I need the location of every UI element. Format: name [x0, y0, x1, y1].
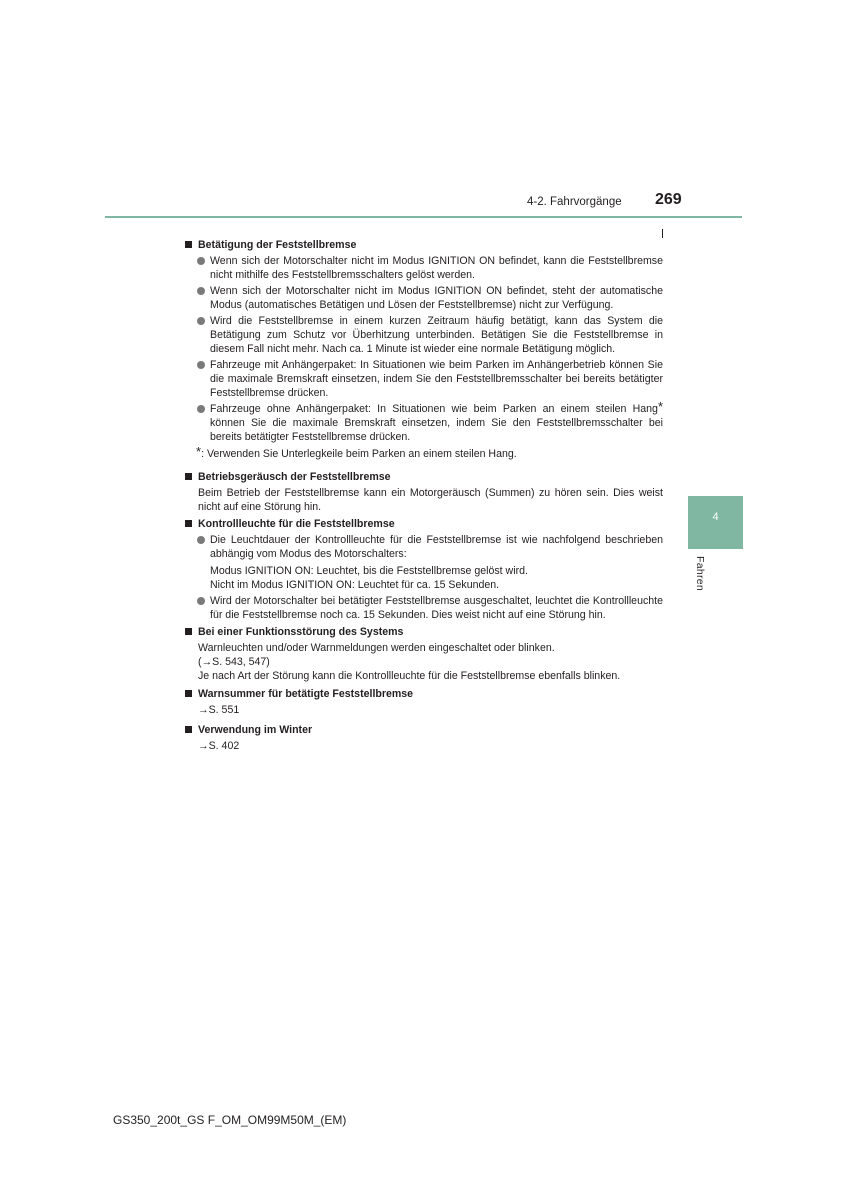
section-heading: Kontrollleuchte für die Feststellbremse: [184, 517, 663, 531]
list-item: Fahrzeuge mit Anhängerpaket: In Situationen wie beim Parken im Anhängerbetrieb können Sie die maximale Bremskraft einsetzen, indem Sie den Feststellbremsschalter bei bereits betätigter Feststellbremse drücken.: [184, 358, 663, 400]
square-bullet-icon: [185, 520, 192, 527]
sub-line: Nicht im Modus IGNITION ON: Leuchtet für ca. 15 Sekunden.: [210, 579, 500, 591]
footer-doc-code: GS350_200t_GS F_OM_OM99M50M_(EM): [113, 1113, 347, 1127]
page-number: 269: [655, 191, 682, 208]
chapter-number: 4: [712, 511, 719, 523]
sub-line: Modus IGNITION ON: Leuchtet, bis die Feststellbremse gelöst wird.: [210, 565, 528, 577]
chapter-label: Fahren: [694, 556, 706, 592]
header-tick: [662, 229, 663, 238]
section-heading: Verwendung im Winter: [184, 723, 663, 737]
paragraph: Je nach Art der Störung kann die Kontrollleuchte für die Feststellbremse ebenfalls blinken.: [198, 670, 621, 682]
header-rule: [105, 216, 742, 218]
page-reference[interactable]: (→S. 543, 547): [198, 656, 270, 668]
section-heading: Betätigung der Feststellbremse: [184, 238, 663, 252]
section-heading: Betriebsgeräusch der Feststellbremse: [184, 470, 663, 484]
list-item: Wird die Feststellbremse in einem kurzen Zeitraum häufig betätigt, kann das System die Betätigung zum Schutz vor Überhitzung unterbinden. Betätigen Sie die Feststellbremse in diesem Fall nicht mehr. Nach ca. 1 Minute ist wieder eine normale Betätigung möglich.: [184, 314, 663, 356]
square-bullet-icon: [185, 628, 192, 635]
section-heading: Bei einer Funktionsstörung des Systems: [184, 625, 663, 639]
square-bullet-icon: [185, 726, 192, 733]
list-item: Fahrzeuge ohne Anhängerpaket: In Situationen wie beim Parken an einem steilen Hang* können Sie die maximale Bremskraft einsetzen, indem Sie den Feststellbremsschalter bei bereits betätigter Feststellbremse drücken.: [184, 402, 663, 444]
bullet-dot-icon: [197, 536, 205, 544]
list-item: Wenn sich der Motorschalter nicht im Modus IGNITION ON befindet, kann die Feststellbremse nicht mithilfe des Feststellbremsschalters gelöst werden.: [184, 254, 663, 282]
section-heading: Warnsummer für betätigte Feststellbremse: [184, 687, 663, 701]
bullet-dot-icon: [197, 405, 205, 413]
bullet-dot-icon: [197, 597, 205, 605]
bullet-dot-icon: [197, 257, 205, 265]
list-item: Wenn sich der Motorschalter nicht im Modus IGNITION ON befindet, steht der automatische Modus (automatisches Betätigen und Lösen der Feststellbremse) nicht zur Verfügung.: [184, 284, 663, 312]
paragraph: Beim Betrieb der Feststellbremse kann ein Motorgeräusch (Summen) zu hören sein. Dies weist nicht auf eine Störung hin.: [198, 487, 663, 513]
header-section-title: 4-2. Fahrvorgänge: [527, 196, 622, 208]
page-content: [184, 238, 663, 753]
footnote-star: *: [657, 399, 663, 414]
page-reference[interactable]: →S. 402: [198, 740, 240, 752]
page-reference[interactable]: →S. 551: [198, 704, 240, 716]
list-item: Die Leuchtdauer der Kontrollleuchte für die Feststellbremse ist wie nachfolgend beschrieben abhängig vom Modus des Motorschalters:: [184, 533, 663, 561]
chapter-tab: [688, 496, 743, 549]
bullet-dot-icon: [197, 317, 205, 325]
bullet-dot-icon: [197, 361, 205, 369]
square-bullet-icon: [185, 690, 192, 697]
list-item: Wird der Motorschalter bei betätigter Feststellbremse ausgeschaltet, leuchtet die Kontrollleuchte für die Feststellbremse noch ca. 15 Sekunden. Dies weist nicht auf eine Störung hin.: [184, 594, 663, 622]
bullet-dot-icon: [197, 287, 205, 295]
square-bullet-icon: [185, 241, 192, 248]
footnote: *: Verwenden Sie Unterlegkeile beim Parken an einem steilen Hang.: [196, 444, 517, 460]
square-bullet-icon: [185, 473, 192, 480]
paragraph: Warnleuchten und/oder Warnmeldungen werden eingeschaltet oder blinken.: [198, 642, 555, 654]
